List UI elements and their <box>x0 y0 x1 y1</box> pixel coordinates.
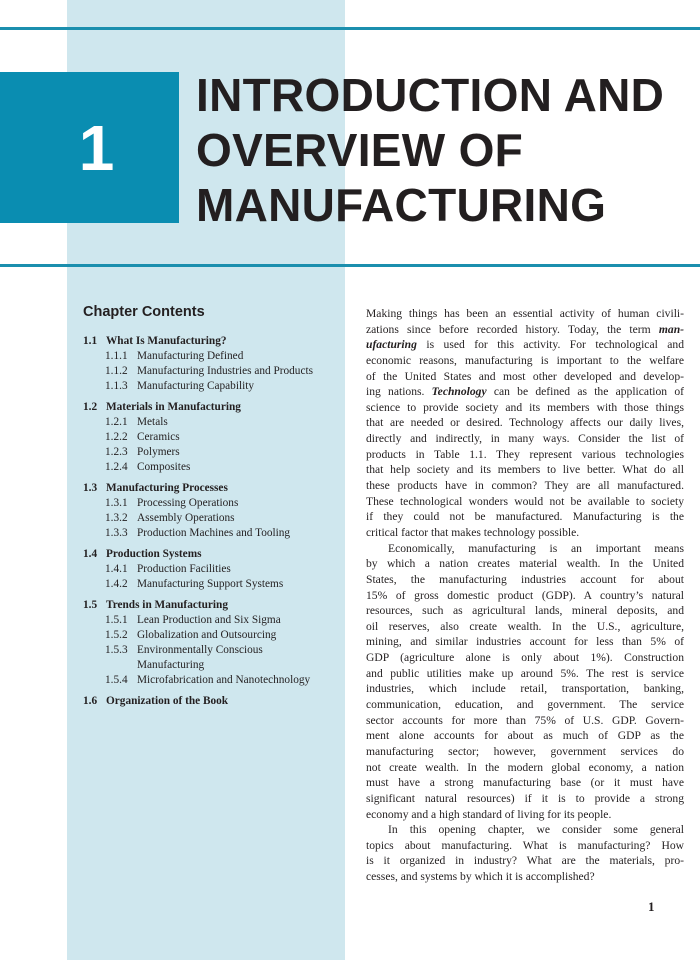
section-title: Trends in Manufacturing <box>106 599 228 611</box>
subsection-title <box>137 349 243 364</box>
text-line <box>366 588 684 604</box>
subsection-number: 1.4.1 <box>105 563 128 575</box>
text-run: zations since before recorded history. Today, the term <box>366 322 659 336</box>
text-run: that are needed or desired. Technology affects our daily lives, <box>366 416 684 430</box>
text-line <box>366 556 684 572</box>
subsection-title-line: Manufacturing <box>137 659 205 671</box>
text-line <box>366 447 684 463</box>
text-line <box>366 572 684 588</box>
contents-list <box>83 334 338 709</box>
text-line <box>366 744 684 760</box>
subsection-number: 1.1.2 <box>105 365 128 377</box>
subsection-title-line: Manufacturing Defined <box>137 350 244 362</box>
text-line <box>366 697 684 713</box>
text-line <box>366 322 684 338</box>
subsection-number: 1.5.4 <box>105 674 128 686</box>
section-title: Organization of the Book <box>106 695 229 707</box>
text-line <box>366 775 684 791</box>
section-title: Production Systems <box>106 548 202 560</box>
subsection-title <box>137 673 310 688</box>
subsection-item <box>83 628 338 643</box>
subsection-title <box>137 460 190 475</box>
contents-section <box>83 481 338 541</box>
contents-section <box>83 400 338 475</box>
body-paragraph <box>366 822 684 885</box>
subsection-item <box>83 379 338 394</box>
subsection-number: 1.2.3 <box>105 446 128 458</box>
text-line <box>366 791 684 807</box>
text-run: manufacturing sector; however, government services do <box>366 744 684 758</box>
text-run: cesses, and systems by which it is accomplished? <box>366 870 595 884</box>
subsection-number: 1.5.1 <box>105 614 128 626</box>
text-line <box>366 760 684 776</box>
subsection-item <box>83 364 338 379</box>
subsection-item <box>83 643 338 673</box>
subsection-number: 1.1.3 <box>105 380 128 392</box>
subsection-number: 1.1.1 <box>105 350 128 362</box>
text-run: if they could not be manufactured. Manufacturing is the <box>366 510 684 524</box>
text-run: science to provide society and its members with those things <box>366 400 684 414</box>
subsection-title <box>137 628 276 643</box>
section-title: Manufacturing Processes <box>106 482 228 494</box>
text-run: In this opening chapter, we consider some general <box>388 823 684 837</box>
subsection-title <box>137 511 235 526</box>
text-run: GDP (agriculture alone is only about 1%). Construction <box>366 651 684 665</box>
subsection-number: 1.2.4 <box>105 461 128 473</box>
text-run: resources, such as agricultural lands, mineral deposits, and <box>366 604 684 618</box>
subsection-number: 1.2.1 <box>105 416 128 428</box>
subsection-title <box>137 379 254 394</box>
section-heading <box>83 481 338 496</box>
subsection-item <box>83 577 338 592</box>
body-text <box>366 306 684 885</box>
subsection-item <box>83 613 338 628</box>
text-run: Making things has been an essential activity of human civili- <box>366 307 684 320</box>
subsection-title-line: Manufacturing Industries and Products <box>137 365 314 377</box>
text-run: ment alone accounts for about as much of GDP as the <box>366 729 684 743</box>
text-run: sector accounts for more than 75% of U.S. GDP. Govern- <box>366 713 684 727</box>
text-line <box>366 603 684 619</box>
subsection-item <box>83 349 338 364</box>
text-run: industries, which include retail, transportation, banking, <box>366 682 684 696</box>
text-run: These technological wonders would not be available to society <box>366 494 684 508</box>
text-run: States, the manufacturing industries account for about <box>366 572 684 586</box>
section-number: 1.2 <box>83 401 98 413</box>
emphasized-term: man- <box>658 322 684 336</box>
subsection-title-line: Production Facilities <box>137 563 231 575</box>
contents-section <box>83 547 338 592</box>
section-heading <box>83 547 338 562</box>
text-run: is it organized in industry? What are the materials, pro- <box>366 854 684 868</box>
subsection-item <box>83 430 338 445</box>
subsection-number: 1.3.1 <box>105 497 128 509</box>
text-run: oil reserves, also create wealth. In the U.S., agriculture, <box>366 619 684 633</box>
text-run: by which a nation creates material wealth. In the United <box>366 557 684 571</box>
text-line <box>366 525 684 541</box>
text-line <box>366 337 684 353</box>
subsection-item <box>83 496 338 511</box>
text-run: can be defined as the application of <box>486 385 684 399</box>
text-run: is used for this activity. For technological and <box>416 338 684 352</box>
text-run: economic reasons, manufacturing is important to the welfare <box>366 353 684 367</box>
subsection-title <box>137 364 313 379</box>
emphasized-term: ufacturing <box>366 338 417 352</box>
subsection-title-line: Microfabrication and Nanotechnology <box>137 674 311 686</box>
subsection-title <box>137 445 180 460</box>
text-line <box>366 634 684 650</box>
text-run: Economically, manufacturing is an important means <box>388 541 684 555</box>
text-line <box>366 353 684 369</box>
text-run: these products have in common? They are all manufactured. <box>366 479 684 493</box>
text-line <box>366 838 684 854</box>
chapter-title-line: INTRODUCTION AND <box>196 69 665 121</box>
subsection-title-line: Manufacturing Capability <box>137 380 255 392</box>
subsection-title <box>137 577 283 592</box>
subsection-title <box>137 613 281 628</box>
subsection-title-line: Polymers <box>137 446 180 458</box>
bottom-rule <box>0 264 700 267</box>
subsection-number: 1.5.2 <box>105 629 128 641</box>
subsection-title-line: Manufacturing Support Systems <box>137 578 284 590</box>
subsection-title <box>137 430 180 445</box>
text-line <box>366 369 684 385</box>
body-paragraph <box>366 306 684 541</box>
subsection-item <box>83 445 338 460</box>
section-title: Materials in Manufacturing <box>106 401 241 413</box>
text-line <box>366 650 684 666</box>
section-number: 1.6 <box>83 695 98 707</box>
text-run: ing nations. <box>366 385 432 399</box>
subsection-title-line: Environmentally Conscious <box>137 644 263 656</box>
subsection-title <box>137 526 290 541</box>
text-line <box>366 431 684 447</box>
text-run: economy and a high standard of living for its people. <box>366 807 612 821</box>
subsection-title-line: Ceramics <box>137 431 180 443</box>
text-line <box>366 306 684 322</box>
section-title: What Is Manufacturing? <box>106 335 227 347</box>
text-run: that help society and its members to live better. What do all <box>366 463 684 477</box>
section-heading <box>83 598 338 613</box>
subsection-title-line: Assembly Operations <box>137 512 235 524</box>
chapter-title-line: MANUFACTURING <box>196 179 607 231</box>
subsection-title <box>137 562 231 577</box>
chapter-contents <box>83 304 338 715</box>
text-run: communication, education, and government. The service <box>366 698 684 712</box>
page-number: 1 <box>648 899 655 914</box>
emphasized-term: Technology <box>431 385 487 399</box>
subsection-item <box>83 562 338 577</box>
text-line <box>366 509 684 525</box>
subsection-item <box>83 526 338 541</box>
subsection-title <box>137 643 263 673</box>
text-line <box>366 822 684 838</box>
text-line <box>366 853 684 869</box>
subsection-title <box>137 496 238 511</box>
section-number: 1.1 <box>83 335 98 347</box>
subsection-item <box>83 415 338 430</box>
contents-heading: Chapter Contents <box>83 304 205 320</box>
text-run: topics about manufacturing. What is manufacturing? How <box>366 838 684 852</box>
subsection-number: 1.3.3 <box>105 527 128 539</box>
section-number: 1.4 <box>83 548 98 560</box>
chapter-number: 1 <box>78 111 115 184</box>
text-run: directly and indirectly, in many ways. Consider the list of <box>366 432 684 446</box>
subsection-title-line: Lean Production and Six Sigma <box>137 614 281 626</box>
text-line <box>366 462 684 478</box>
body-paragraph <box>366 541 684 823</box>
subsection-number: 1.2.2 <box>105 431 128 443</box>
section-heading <box>83 694 338 709</box>
top-rule <box>0 27 700 30</box>
text-line <box>366 713 684 729</box>
text-line <box>366 807 684 823</box>
subsection-title-line: Processing Operations <box>137 497 239 509</box>
text-line <box>366 541 684 557</box>
subsection-number: 1.4.2 <box>105 578 128 590</box>
subsection-item <box>83 460 338 475</box>
chapter-title-line: OVERVIEW OF <box>196 124 524 176</box>
chapter-number-box <box>0 72 179 223</box>
text-run: products in Table 1.1. They represent various technologies <box>366 447 684 461</box>
section-heading <box>83 400 338 415</box>
contents-section <box>83 598 338 688</box>
subsection-title-line: Composites <box>137 461 191 473</box>
text-line <box>366 478 684 494</box>
subsection-number: 1.5.3 <box>105 644 128 656</box>
text-run: must have a strong manufacturing base (or it must have <box>366 776 684 790</box>
subsection-title-line: Metals <box>137 416 168 428</box>
text-run: not create wealth. In the modern global economy, a nation <box>366 760 684 774</box>
text-line <box>366 494 684 510</box>
subsection-number: 1.3.2 <box>105 512 128 524</box>
section-number: 1.5 <box>83 599 98 611</box>
text-run: 15% of gross domestic product (GDP). A country’s natural <box>366 588 684 602</box>
chapter-title <box>196 68 664 233</box>
text-run: and public utilities make up around 5%. The rest is service <box>366 666 684 680</box>
text-run: critical factor that makes technology possible. <box>366 525 580 539</box>
text-line <box>366 666 684 682</box>
text-line <box>366 681 684 697</box>
section-number: 1.3 <box>83 482 98 494</box>
subsection-title-line: Globalization and Outsourcing <box>137 629 277 641</box>
text-run: of the United States and most other developed and develop- <box>366 369 684 383</box>
text-line <box>366 728 684 744</box>
subsection-item <box>83 511 338 526</box>
text-line <box>366 869 684 885</box>
subsection-item <box>83 673 338 688</box>
text-line <box>366 415 684 431</box>
text-run: significant natural resources) if it is to provide a strong <box>366 791 684 805</box>
section-heading <box>83 334 338 349</box>
text-run: mining, and similar industries account for less than 5% of <box>366 635 684 649</box>
text-line <box>366 384 684 400</box>
contents-section <box>83 694 338 709</box>
subsection-title-line: Production Machines and Tooling <box>137 527 291 539</box>
contents-section <box>83 334 338 394</box>
subsection-title <box>137 415 168 430</box>
text-line <box>366 619 684 635</box>
text-line <box>366 400 684 416</box>
